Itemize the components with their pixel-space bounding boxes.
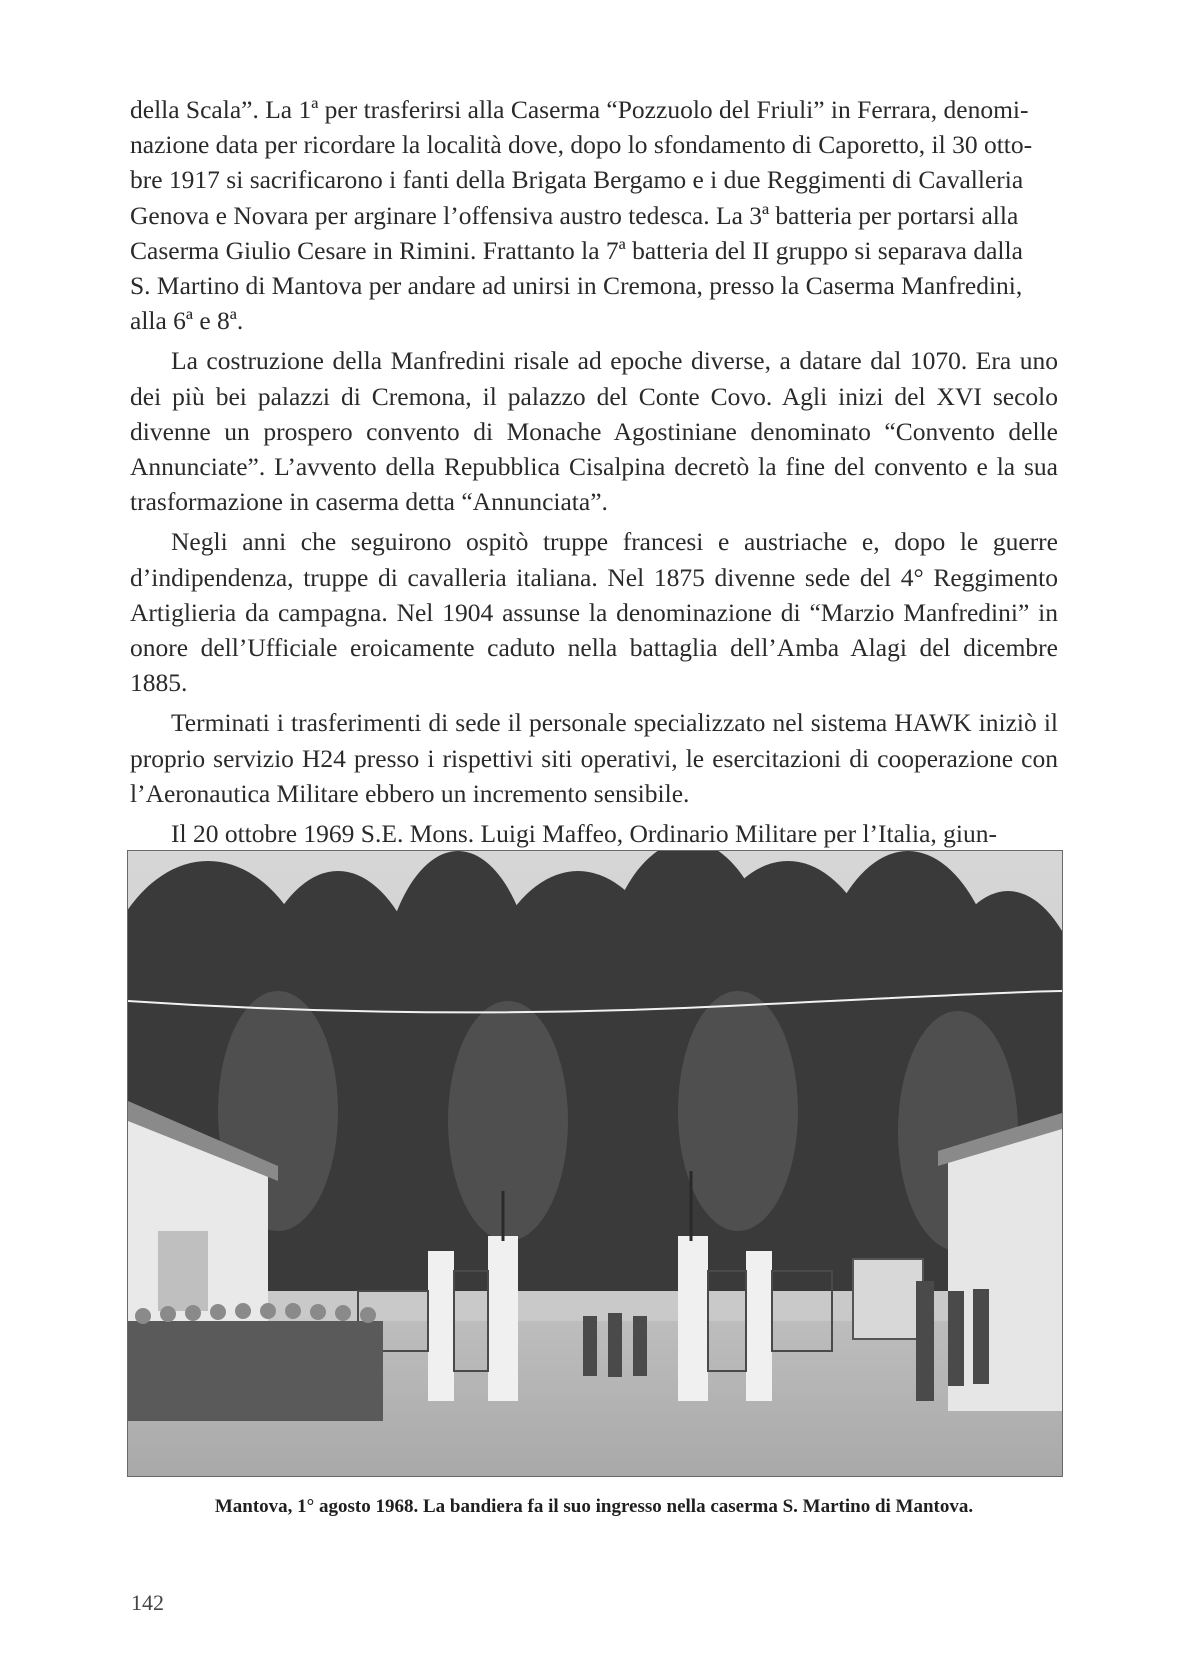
- barracks-gate-photo: [128, 851, 1062, 1476]
- photo-caption: Mantova, 1° agosto 1968. La bandiera fa il suo ingresso nella caserma S. Martino di Mantova.: [214, 1496, 974, 1517]
- photo: [127, 850, 1063, 1477]
- paragraph-2: La costruzione della Manfredini risale ad epoche diverse, a datare dal 1070. Era uno dei più bei palazzi di Cremona, il palazzo del Conte Covo. Agli inizi del XVI secolo divenne un prospero convento di Monache Agostiniane denominato “Convento delle Annunciate”. L’avvento della Repubblica Cisalpina decretò la fine del convento e la sua trasformazione in caserma detta “Annunciata”.: [130, 346, 1058, 517]
- p1-line-7: alla 6ª e 8ª.: [130, 306, 244, 336]
- p1-line-1: della Scala”. La 1ª per trasferirsi alla Caserma “Pozzuolo del Friuli” in Ferrara, denomi-: [130, 95, 1029, 124]
- p1-line-4: Genova e Novara per arginare l’offensiva austro tedesca. La 3ª batteria per portarsi alla: [130, 200, 1019, 230]
- p1-line-2: nazione data per ricordare la località dove, dopo lo sfondamento di Caporetto, il 30 otto-: [130, 130, 1033, 160]
- page-number: 142: [131, 1590, 164, 1615]
- p1-line-3: bre 1917 si sacrificarono i fanti della Brigata Bergamo e i due Reggimenti di Cavalleria: [130, 165, 1024, 195]
- paragraph-3: Negli anni che seguirono ospitò truppe francesi e austriache e, dopo le guerre d’indipendenza, truppe di cavalleria italiana. Nel 1875 divenne sede del 4° Reggimento Artiglieria da campagna. Nel 1904 assunse la denominazione di “Marzio Manfredini” in onore dell’Ufficiale eroicamente caduto nella battaglia dell’Amba Alagi del dicembre 1885.: [130, 527, 1058, 698]
- p1-line-5: Caserma Giulio Cesare in Rimini. Frattanto la 7ª batteria del II gruppo si separava dalla: [130, 235, 1023, 265]
- soldiers-right: [916, 1281, 989, 1401]
- paragraph-4: Terminati i trasferimenti di sede il personale specializzato nel sistema HAWK iniziò il proprio servizio H24 presso i rispettivi siti operativi, le esercitazioni di cooperazione con l’Aeronautica Militare ebbero un incremento sensibile.: [130, 708, 1058, 808]
- paragraph-5: Il 20 ottobre 1969 S.E. Mons. Luigi Maffeo, Ordinario Militare per l’Italia, giun-: [171, 819, 997, 849]
- soldiers-left: [128, 1321, 383, 1421]
- paragraph-1: [130, 92, 1058, 338]
- p1-line-6: S. Martino di Mantova per andare ad unirsi in Cremona, presso la Caserma Manfredini,: [130, 271, 1023, 301]
- body-text: [130, 92, 1058, 851]
